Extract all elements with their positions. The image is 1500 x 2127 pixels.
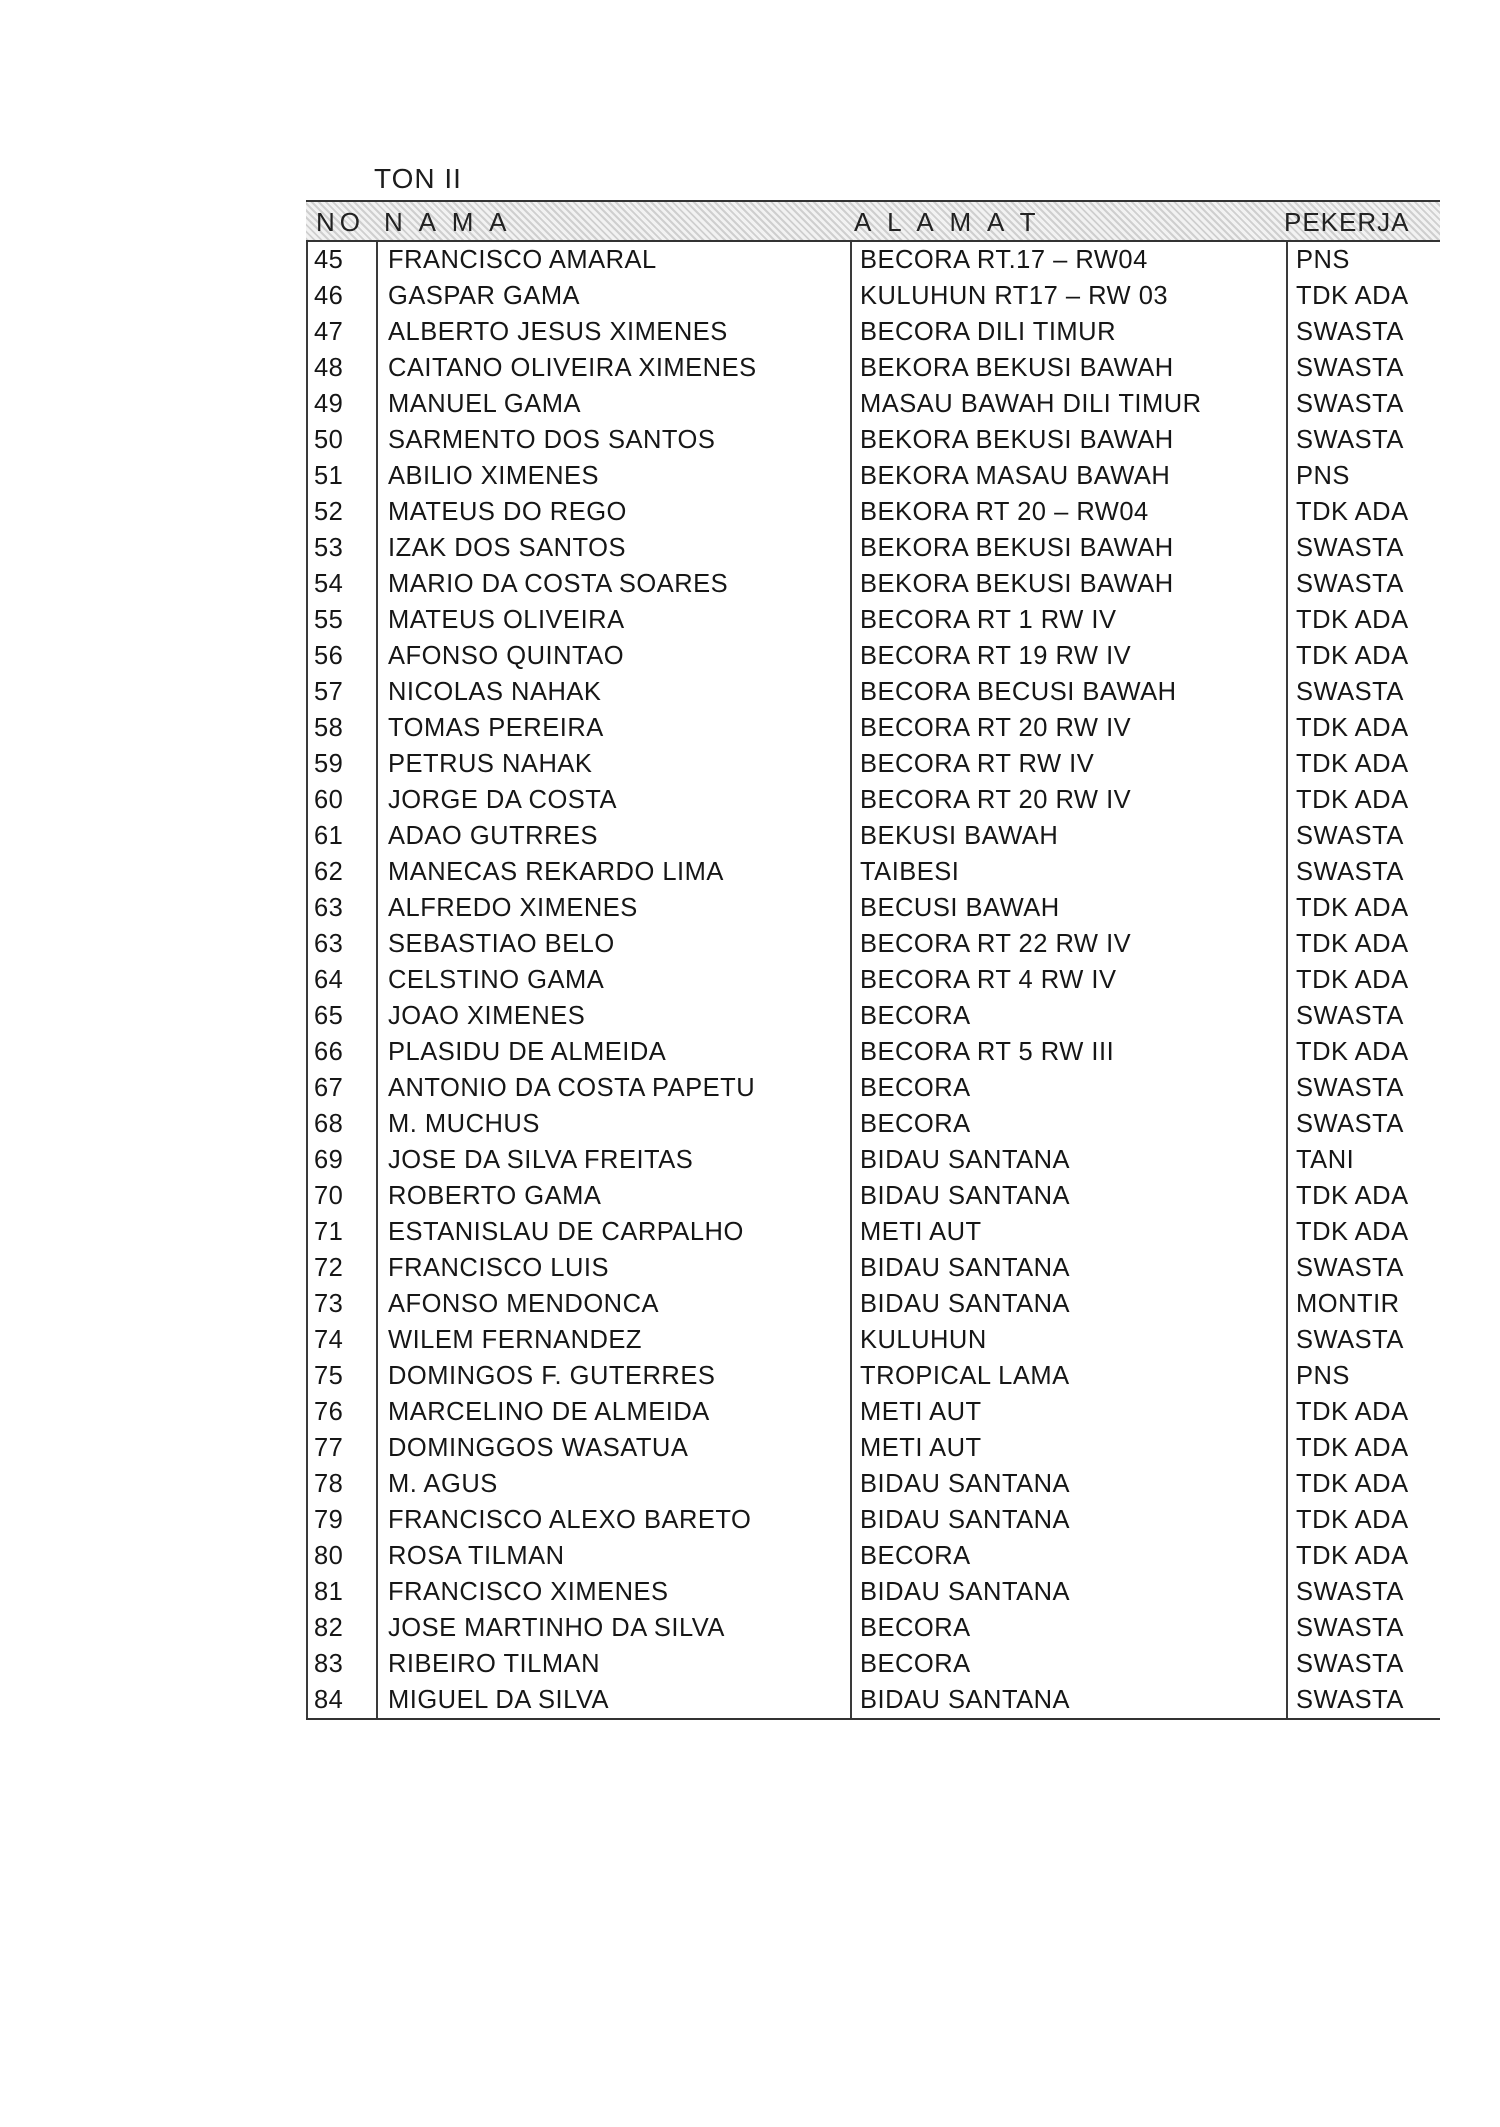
cell-no: 78 [314,1470,344,1498]
cell-no: 62 [314,858,344,886]
table-row [306,782,1440,818]
cell-alamat: BECORA [860,1650,971,1678]
cell-alamat: BECORA BECUSI BAWAH [860,678,1177,706]
cell-pekerja: PNS [1296,1362,1350,1390]
table-row [306,350,1440,386]
cell-alamat: BECORA RT 20 RW IV [860,786,1132,814]
cell-no: 71 [314,1218,344,1246]
cell-pekerja: TDK ADA [1296,1506,1409,1534]
residents-table [306,200,1440,1720]
column-header-pekerja: PEKERJA [1284,207,1410,237]
table-row [306,1394,1440,1430]
cell-nama: ALBERTO JESUS XIMENES [388,318,728,346]
cell-nama: ABILIO XIMENES [388,462,600,490]
cell-nama: M. MUCHUS [388,1110,540,1138]
cell-nama: SEBASTIAO BELO [388,930,615,958]
table-row [306,242,1440,278]
cell-pekerja: TDK ADA [1296,786,1409,814]
cell-pekerja: TDK ADA [1296,606,1409,634]
cell-no: 59 [314,750,344,778]
cell-no: 81 [314,1578,344,1606]
cell-alamat: BIDAU SANTANA [860,1578,1071,1606]
cell-nama: WILEM FERNANDEZ [388,1326,643,1354]
cell-nama: TOMAS PEREIRA [388,714,604,742]
cell-nama: DOMINGGOS WASATUA [388,1434,689,1462]
table-row [306,674,1440,710]
cell-no: 46 [314,282,344,310]
cell-no: 65 [314,1002,344,1030]
cell-alamat: BECORA RT 4 RW IV [860,966,1117,994]
cell-alamat: BEKORA BEKUSI BAWAH [860,354,1174,382]
cell-nama: ANTONIO DA COSTA PAPETU [388,1074,756,1102]
cell-pekerja: SWASTA [1296,1614,1404,1642]
cell-no: 73 [314,1290,344,1318]
cell-nama: GASPAR GAMA [388,282,581,310]
table-row [306,458,1440,494]
cell-nama: MANECAS REKARDO LIMA [388,858,724,886]
cell-nama: ALFREDO XIMENES [388,894,638,922]
cell-alamat: BEKORA RT 20 – RW04 [860,498,1149,526]
cell-nama: FRANCISCO AMARAL [388,246,657,274]
table-row [306,818,1440,854]
cell-pekerja: SWASTA [1296,822,1404,850]
cell-nama: JOAO XIMENES [388,1002,586,1030]
table-row [306,1646,1440,1682]
cell-pekerja: TDK ADA [1296,1470,1409,1498]
table-row [306,746,1440,782]
cell-pekerja: SWASTA [1296,570,1404,598]
cell-alamat: BECORA [860,1002,971,1030]
cell-pekerja: SWASTA [1296,354,1404,382]
table-row [306,1538,1440,1574]
cell-nama: JOSE DA SILVA FREITAS [388,1146,694,1174]
cell-no: 53 [314,534,344,562]
cell-alamat: BECORA [860,1614,971,1642]
cell-nama: MATEUS DO REGO [388,498,627,526]
cell-alamat: BECORA RT 20 RW IV [860,714,1132,742]
cell-nama: MIGUEL DA SILVA [388,1686,610,1714]
cell-pekerja: SWASTA [1296,1110,1404,1138]
cell-alamat: TROPICAL LAMA [860,1362,1070,1390]
cell-pekerja: TDK ADA [1296,282,1409,310]
cell-no: 76 [314,1398,344,1426]
cell-no: 50 [314,426,344,454]
cell-alamat: BIDAU SANTANA [860,1686,1071,1714]
cell-no: 63 [314,930,344,958]
table-row [306,890,1440,926]
cell-alamat: BIDAU SANTANA [860,1470,1071,1498]
cell-nama: MATEUS OLIVEIRA [388,606,625,634]
table-row [306,1286,1440,1322]
cell-nama: PETRUS NAHAK [388,750,593,778]
cell-pekerja: SWASTA [1296,858,1404,886]
cell-alamat: BECORA RT 5 RW III [860,1038,1115,1066]
table-row [306,998,1440,1034]
cell-pekerja: TDK ADA [1296,1434,1409,1462]
cell-alamat: BIDAU SANTANA [860,1182,1071,1210]
cell-no: 79 [314,1506,344,1534]
cell-nama: CELSTINO GAMA [388,966,605,994]
cell-no: 77 [314,1434,344,1462]
cell-nama: PLASIDU DE ALMEIDA [388,1038,667,1066]
cell-alamat: TAIBESI [860,858,960,886]
cell-nama: SARMENTO DOS SANTOS [388,426,716,454]
cell-nama: JORGE DA COSTA [388,786,617,814]
cell-pekerja: TDK ADA [1296,894,1409,922]
cell-pekerja: TDK ADA [1296,966,1409,994]
cell-nama: CAITANO OLIVEIRA XIMENES [388,354,757,382]
cell-pekerja: TDK ADA [1296,498,1409,526]
cell-alamat: BECORA RT RW IV [860,750,1095,778]
cell-pekerja: TDK ADA [1296,1218,1409,1246]
cell-pekerja: TDK ADA [1296,1542,1409,1570]
cell-alamat: BECORA RT 19 RW IV [860,642,1132,670]
cell-pekerja: SWASTA [1296,1326,1404,1354]
cell-no: 51 [314,462,344,490]
cell-pekerja: PNS [1296,246,1350,274]
cell-pekerja: PNS [1296,462,1350,490]
cell-pekerja: SWASTA [1296,1578,1404,1606]
cell-no: 74 [314,1326,344,1354]
table-row [306,386,1440,422]
cell-no: 72 [314,1254,344,1282]
cell-nama: ESTANISLAU DE CARPALHO [388,1218,744,1246]
cell-pekerja: TDK ADA [1296,1182,1409,1210]
cell-nama: FRANCISCO ALEXO BARETO [388,1506,752,1534]
cell-alamat: BEKUSI BAWAH [860,822,1059,850]
cell-no: 69 [314,1146,344,1174]
table-row [306,1214,1440,1250]
cell-nama: AFONSO MENDONCA [388,1290,660,1318]
cell-alamat: BEKORA MASAU BAWAH [860,462,1171,490]
table-row [306,566,1440,602]
cell-no: 47 [314,318,344,346]
cell-no: 83 [314,1650,344,1678]
cell-no: 64 [314,966,344,994]
table-row [306,602,1440,638]
cell-pekerja: TDK ADA [1296,1038,1409,1066]
table-row [306,530,1440,566]
table-row [306,1574,1440,1610]
table-body [306,242,1440,1720]
cell-nama: MARCELINO DE ALMEIDA [388,1398,710,1426]
cell-no: 80 [314,1542,344,1570]
table-row [306,638,1440,674]
column-header-no: NO [316,207,365,237]
cell-nama: MANUEL GAMA [388,390,582,418]
cell-no: 68 [314,1110,344,1138]
cell-pekerja: SWASTA [1296,678,1404,706]
cell-pekerja: SWASTA [1296,1650,1404,1678]
cell-alamat: KULUHUN [860,1326,987,1354]
cell-nama: FRANCISCO LUIS [388,1254,609,1282]
cell-nama: MARIO DA COSTA SOARES [388,570,729,598]
cell-no: 84 [314,1686,344,1714]
table-row [306,1178,1440,1214]
table-row [306,278,1440,314]
column-header-alamat: A L A M A T [854,207,1041,237]
cell-no: 56 [314,642,344,670]
cell-no: 54 [314,570,344,598]
table-row [306,1466,1440,1502]
cell-alamat: MASAU BAWAH DILI TIMUR [860,390,1202,418]
table-row [306,494,1440,530]
cell-no: 66 [314,1038,344,1066]
cell-nama: DOMINGOS F. GUTERRES [388,1362,716,1390]
cell-alamat: BECUSI BAWAH [860,894,1060,922]
cell-alamat: BECORA RT 1 RW IV [860,606,1117,634]
cell-alamat: BIDAU SANTANA [860,1506,1071,1534]
cell-no: 67 [314,1074,344,1102]
cell-nama: IZAK DOS SANTOS [388,534,626,562]
cell-alamat: KULUHUN RT17 – RW 03 [860,282,1169,310]
table-row [306,1682,1440,1718]
table-row [306,1358,1440,1394]
table-row [306,1250,1440,1286]
cell-pekerja: SWASTA [1296,1002,1404,1030]
cell-no: 58 [314,714,344,742]
table-row [306,1430,1440,1466]
table-header [306,200,1440,242]
cell-no: 82 [314,1614,344,1642]
cell-pekerja: TDK ADA [1296,642,1409,670]
table-row [306,1106,1440,1142]
cell-pekerja: TDK ADA [1296,750,1409,778]
cell-nama: ROBERTO GAMA [388,1182,602,1210]
cell-nama: ROSA TILMAN [388,1542,565,1570]
cell-no: 75 [314,1362,344,1390]
cell-pekerja: SWASTA [1296,390,1404,418]
table-row [306,1034,1440,1070]
cell-alamat: METI AUT [860,1218,982,1246]
cell-alamat: BECORA [860,1110,971,1138]
cell-alamat: BIDAU SANTANA [860,1290,1071,1318]
table-row [306,1142,1440,1178]
cell-alamat: METI AUT [860,1434,982,1462]
cell-alamat: BECORA [860,1074,971,1102]
cell-nama: JOSE MARTINHO DA SILVA [388,1614,725,1642]
cell-nama: FRANCISCO XIMENES [388,1578,669,1606]
cell-pekerja: TDK ADA [1296,1398,1409,1426]
cell-nama: AFONSO QUINTAO [388,642,625,670]
table-row [306,1322,1440,1358]
cell-no: 52 [314,498,344,526]
cell-pekerja: TDK ADA [1296,930,1409,958]
cell-pekerja: SWASTA [1296,1686,1404,1714]
table-row [306,1070,1440,1106]
cell-nama: RIBEIRO TILMAN [388,1650,600,1678]
cell-alamat: BIDAU SANTANA [860,1254,1071,1282]
cell-pekerja: SWASTA [1296,534,1404,562]
cell-pekerja: SWASTA [1296,1254,1404,1282]
cell-alamat: BECORA RT 22 RW IV [860,930,1132,958]
table-row [306,314,1440,350]
cell-alamat: BEKORA BEKUSI BAWAH [860,570,1174,598]
page-heading: TON II [374,163,462,194]
cell-pekerja: SWASTA [1296,426,1404,454]
cell-no: 60 [314,786,344,814]
table-row [306,710,1440,746]
cell-pekerja: MONTIR [1296,1290,1400,1318]
table-row [306,422,1440,458]
cell-nama: NICOLAS NAHAK [388,678,602,706]
cell-alamat: BEKORA BEKUSI BAWAH [860,534,1174,562]
cell-alamat: BIDAU SANTANA [860,1146,1071,1174]
cell-nama: M. AGUS [388,1470,498,1498]
table-row [306,1610,1440,1646]
table-row [306,1502,1440,1538]
cell-no: 55 [314,606,344,634]
cell-pekerja: SWASTA [1296,318,1404,346]
table-row [306,854,1440,890]
cell-no: 57 [314,678,344,706]
cell-alamat: BECORA RT.17 – RW04 [860,246,1148,274]
cell-alamat: BEKORA BEKUSI BAWAH [860,426,1174,454]
cell-no: 49 [314,390,344,418]
cell-no: 45 [314,246,344,274]
cell-pekerja: SWASTA [1296,1074,1404,1102]
cell-no: 70 [314,1182,344,1210]
cell-alamat: BECORA [860,1542,971,1570]
cell-alamat: BECORA DILI TIMUR [860,318,1116,346]
cell-pekerja: TDK ADA [1296,714,1409,742]
cell-alamat: METI AUT [860,1398,982,1426]
column-header-nama: N A M A [384,207,512,237]
cell-nama: ADAO GUTRRES [388,822,599,850]
cell-no: 48 [314,354,344,382]
table-row [306,962,1440,998]
cell-no: 63 [314,894,344,922]
cell-no: 61 [314,822,344,850]
table-row [306,926,1440,962]
cell-pekerja: TANI [1296,1146,1355,1174]
